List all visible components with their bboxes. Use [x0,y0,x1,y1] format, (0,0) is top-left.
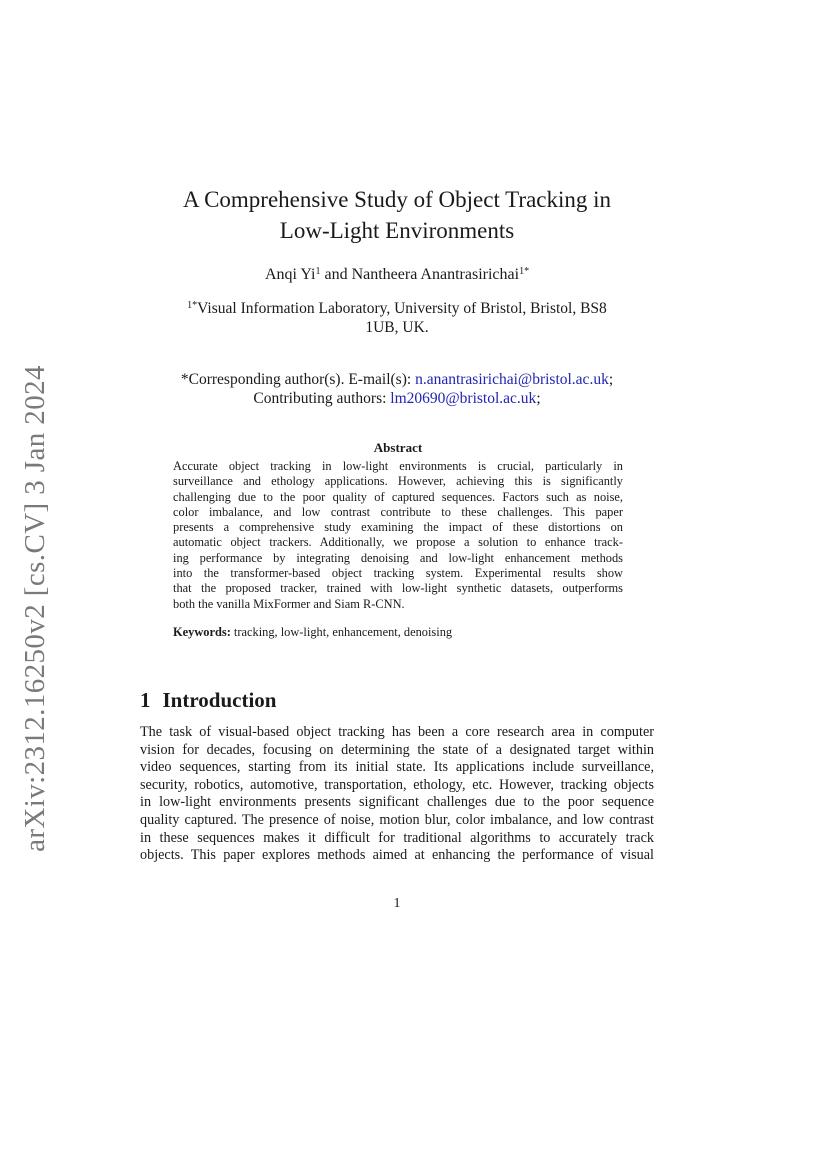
abstract-body [173,459,623,612]
body-line: video sequences, starting from its initial state. Its applications include surveillance, [140,759,654,776]
affiliation [160,299,634,337]
title-line-2: Low-Light Environments [279,218,515,243]
author-name: Anqi Yi [264,266,316,283]
corresponding-email-link[interactable]: n.anantrasirichai@bristol.ac.uk [415,371,609,388]
keywords-label: Keywords: [173,625,231,639]
title-line-1: A Comprehensive Study of Object Tracking in [182,187,612,212]
abstract-line: into the transformer-based object tracking system. Experimental results show [173,566,623,581]
body-line: security, robotics, automotive, transportation, ethology, etc. However, tracking objects [140,776,654,793]
corresponding-label: *Corresponding author(s). E-mail(s): [180,371,416,388]
paper-title [140,184,654,246]
author-separator: and [320,266,352,283]
keywords-text: tracking, low-light, enhancement, denoising [230,625,453,639]
contributing-email-link[interactable]: lm20690@bristol.ac.uk [390,390,537,407]
punctuation: ; [536,390,541,407]
author-affiliation-mark: 1 [315,266,321,277]
affiliation-line-2: 1UB, UK. [365,319,429,336]
abstract-line: both the vanilla MixFormer and Siam R-CNN. [173,596,405,611]
abstract-line: that the proposed tracker, trained with low-light synthetic datasets, outperforms [173,581,623,596]
affiliation-mark: 1* [187,300,198,311]
introduction-body [140,724,654,865]
corresponding-authors [130,370,664,408]
author-list [140,266,654,284]
abstract-line: ing performance by integrating denoising and low-light enhancement methods [173,550,623,565]
section-heading [140,688,276,713]
arxiv-identifier: arXiv:2312.16250v2 [cs.CV] 3 Jan 2024 [18,364,51,852]
contributing-line [130,389,664,408]
page-number: 1 [393,896,401,911]
abstract-line: color imbalance, and low contrast contribute to these challenges. This paper [173,504,623,519]
section-title: Introduction [162,688,277,712]
body-line: in low-light environments presents significant challenges due to the poor sequence [140,794,654,811]
body-line: The task of visual-based object tracking has been a core research area in computer [140,724,654,740]
affiliation-text: Visual Information Laboratory, University of Bristol, Bristol, BS8 [197,300,607,317]
abstract-line: challenging due to the poor quality of captured sequences. Factors such as noise, [173,489,623,504]
body-line: objects. This paper explores methods aimed at enhancing the performance of visual [140,847,654,864]
author-affiliation-mark: 1* [519,266,530,277]
section-number: 1 [140,688,151,712]
abstract-line: presents a comprehensive study examining the impact of these distortions on [173,520,623,535]
arxiv-side-stamp [16,364,54,852]
abstract-heading: Abstract [373,440,423,455]
affiliation-line-1 [160,299,634,318]
abstract-line: automatic object trackers. Additionally, we propose a solution to enhance track- [173,535,623,550]
body-line: in these sequences makes it difficult for traditional algorithms to accurately track [140,829,654,846]
body-line: vision for decades, focusing on determining the state of a designated target within [140,741,654,758]
body-line: quality captured. The presence of noise, motion blur, color imbalance, and low contrast [140,811,654,828]
corresponding-line [130,370,664,389]
author-name: Nantheera Anantrasirichai [351,266,520,283]
abstract-line: Accurate object tracking in low-light environments is crucial, particularly in [173,459,623,473]
abstract-line: surveillance and ethology applications. However, achieving this is significantly [173,474,623,489]
keywords [173,625,623,640]
punctuation: ; [608,371,614,388]
contributing-label: Contributing authors: [253,390,391,407]
